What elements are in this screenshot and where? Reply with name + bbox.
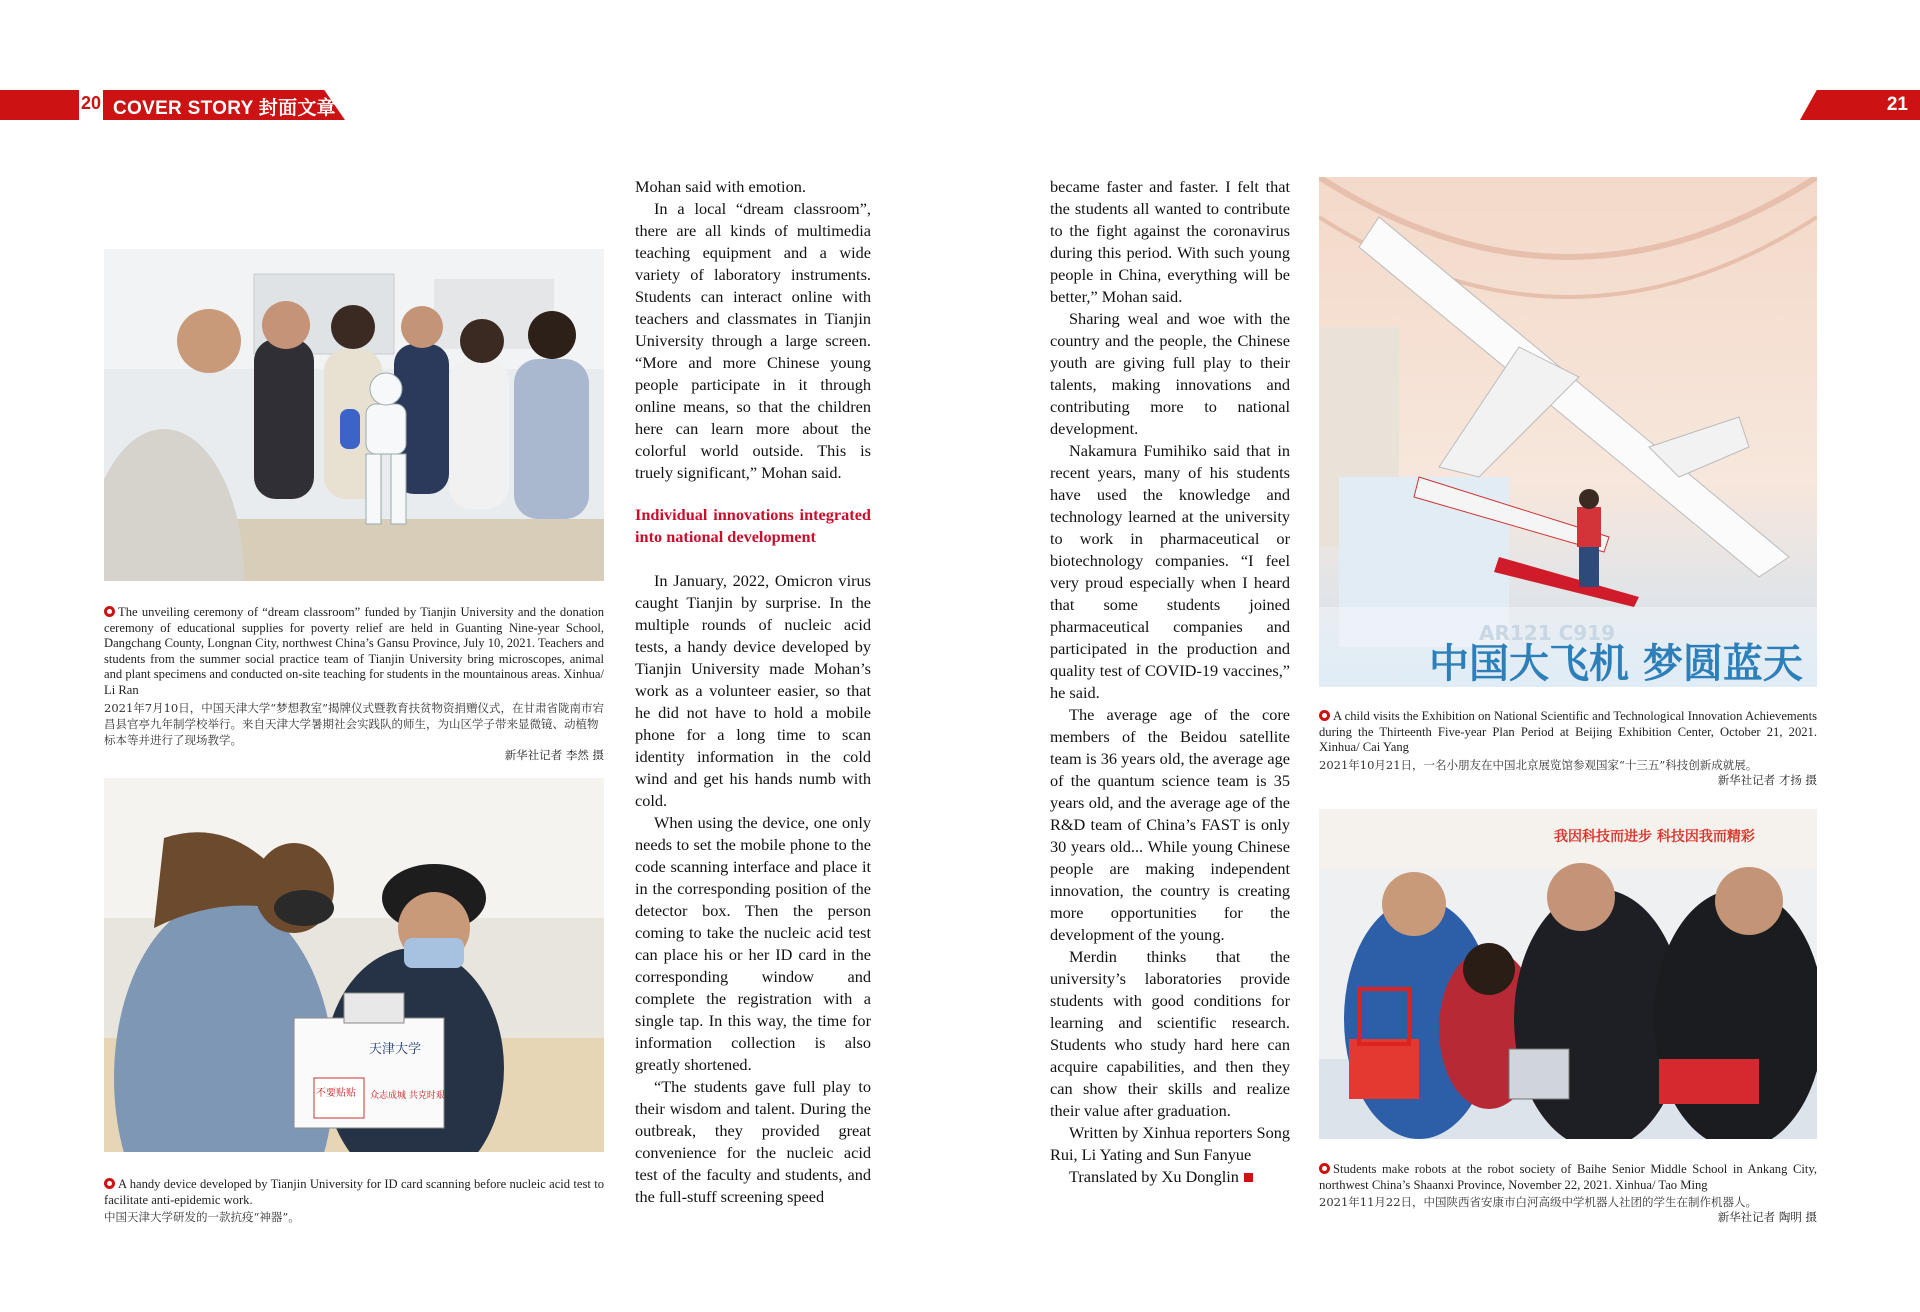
- caption-robot-society-zh: 2021年11月22日，中国陕西省安康市白河高级中学机器人社团的学生在制作机器人。: [1319, 1195, 1758, 1210]
- caption-robot-classroom: [104, 605, 604, 763]
- xinhua-logo-icon: [1319, 1163, 1330, 1174]
- paragraph: In a local “dream classroom”, there are all kinds of multimedia teaching equipment and a wide variety of laboratory instruments. Students can interact online with teachers and classmates in Tianjin University through a large screen. “More and more Chinese young people participate in it through online means, so that the children here can learn more about the colorful world outside. This is truely significant,” Mohan said.: [635, 199, 871, 482]
- translator-line: [1050, 1166, 1290, 1188]
- caption-robot-society: [1319, 1162, 1817, 1226]
- page-number-left-text: 20: [81, 93, 102, 113]
- caption-aircraft-exhibit: [1319, 709, 1817, 788]
- paragraph: became faster and faster. I felt that the students all wanted to contribute to the fight against the coronavirus during this period. With such young people in China, everything will be better,” Mohan said.: [1050, 177, 1290, 306]
- end-mark-icon: [1244, 1173, 1253, 1182]
- page-number-left: [79, 90, 103, 120]
- page-number-right: 21: [1886, 94, 1908, 115]
- caption-robot-society-credit: 新华社记者 陶明 摄: [1717, 1210, 1817, 1225]
- caption-robot-classroom-en: The unveiling ceremony of “dream classroom” funded by Tianjin University and the donation ceremony of educational supplies for poverty relief are held in Guanting Nine-year School, Dangchang County, Longnan City, northwest China’s Gansu Province, July 10, 2021. Teachers and students from the summer social practice team of Tianjin University bring microscopes, animal and plant specimens and conducted on-site teaching for students in the mountainous areas. Xinhua/ Li Ran: [104, 605, 604, 697]
- subheading: Individual innovations integrated into national development: [635, 505, 871, 546]
- caption-robot-classroom-zh: 2021年7月10日，中国天津大学“梦想教室”揭牌仪式暨教育扶贫物资捐赠仪式，在甘肃省陇南市宕昌县官亭九年制学校举行。来自天津大学暑期社会实践队的师生，为山区学子带来显微镜、动植物标本等并进行了现场教学。: [104, 700, 604, 747]
- caption-aircraft-exhibit-en: A child visits the Exhibition on National Scientific and Technological Innovation Achievements during the Thirteenth Five-year Plan Period at Beijing Exhibition Center, October 21, 2021. Xinhua/ Cai Yang: [1319, 709, 1817, 755]
- translator: Translated by Xu Donglin: [1069, 1167, 1239, 1186]
- caption-id-device: [104, 1177, 604, 1225]
- device-label-1: 天津大学: [369, 1042, 422, 1057]
- aircraft-banner: 中国大飞机 梦圆蓝天: [1429, 641, 1803, 687]
- robot-society-banner: 我因科技而进步 科技因我而精彩: [1554, 829, 1755, 845]
- xinhua-logo-icon: [104, 1178, 115, 1189]
- byline: Written by Xinhua reporters Song Rui, Li Yating and Sun Fanyue: [1050, 1123, 1290, 1164]
- paragraph: In January, 2022, Omicron virus caught Tianjin by surprise. In the multiple rounds of nucleic acid tests, a handy device developed by Tianjin University made Mohan’s work as a volunteer easier, so that he did not have to hold a mobile phone for a long time to scan identity information in the cold wind and get his hands numb with cold.: [635, 571, 871, 810]
- caption-id-device-en: A handy device developed by Tianjin University for ID card scanning before nucleic acid test to facilitate anti-epidemic work.: [104, 1177, 604, 1207]
- paragraph: “The students gave full play to their wisdom and talent. During the outbreak, they provided great convenience for the nucleic acid test of the faculty and students, and the full-stuff screening speed: [635, 1077, 871, 1206]
- paragraph: Merdin thinks that the university’s laboratories provide students with good conditions for learning and scientific research. Students who study hard here can acquire capabilities, and then they can show their skills and realize their value after graduation.: [1050, 947, 1290, 1120]
- paragraph: Mohan said with emotion.: [635, 177, 806, 196]
- paragraph: Sharing weal and woe with the country and the people, the Chinese youth are giving full play to their talents, making innovations and contributing more to national development.: [1050, 309, 1290, 438]
- section-title: COVER STORY 封面文章: [113, 98, 336, 119]
- photo-aircraft-exhibit: [1319, 177, 1817, 687]
- caption-aircraft-exhibit-credit: 新华社记者 才扬 摄: [1717, 772, 1817, 787]
- aircraft-model-label: AR121 C919: [1479, 621, 1616, 645]
- xinhua-logo-icon: [1319, 710, 1330, 721]
- photo-robot-classroom: [104, 249, 604, 581]
- caption-robot-classroom-credit: 新华社记者 李然 摄: [504, 747, 604, 762]
- photo-id-device: [104, 778, 604, 1152]
- article-column-1: [635, 176, 871, 1208]
- paragraph: Nakamura Fumihiko said that in recent years, many of his students have used the knowledge and technology learned at the university to work in pharmaceutical or biotechnology companies. “I feel very proud especially when I heard that some students joined pharmaceutical companies and participated in the production and quality test of COVID-19 vaccines,” he said.: [1050, 441, 1290, 702]
- caption-aircraft-exhibit-zh: 2021年10月21日，一名小朋友在中国北京展览馆参观国家“十三五”科技创新成就展。: [1319, 757, 1758, 772]
- caption-id-device-zh: 中国天津大学研发的一款抗疫“神器”。: [104, 1210, 300, 1225]
- article-column-2: [1050, 176, 1290, 1188]
- xinhua-logo-icon: [104, 606, 115, 617]
- caption-robot-society-en: Students make robots at the robot society of Baihe Senior Middle School in Ankang City, northwest China’s Shaanxi Province, November 22, 2021. Xinhua/ Tao Ming: [1319, 1162, 1817, 1192]
- device-label-2: 不要贴贴: [316, 1088, 356, 1099]
- photo-robot-society: [1319, 809, 1817, 1139]
- paragraph: When using the device, one only needs to set the mobile phone to the code scanning interface and place it in the corresponding position of the detector box. Then the person coming to take the nucleic acid test can place his or her ID card in the corresponding window and complete the registration with a single tap. In this way, the time for information collection is also greatly shortened.: [635, 813, 871, 1074]
- paragraph: The average age of the core members of the Beidou satellite team is 36 years old, the average age of the quantum science team is 35 years old, and the average age of the R&D team of China’s FAST is only 30 years old... While young Chinese people are making independent innovation, the country is creating more opportunities for the development of the young.: [1050, 705, 1290, 944]
- device-label-3: 众志成城 共克时艰: [370, 1091, 445, 1101]
